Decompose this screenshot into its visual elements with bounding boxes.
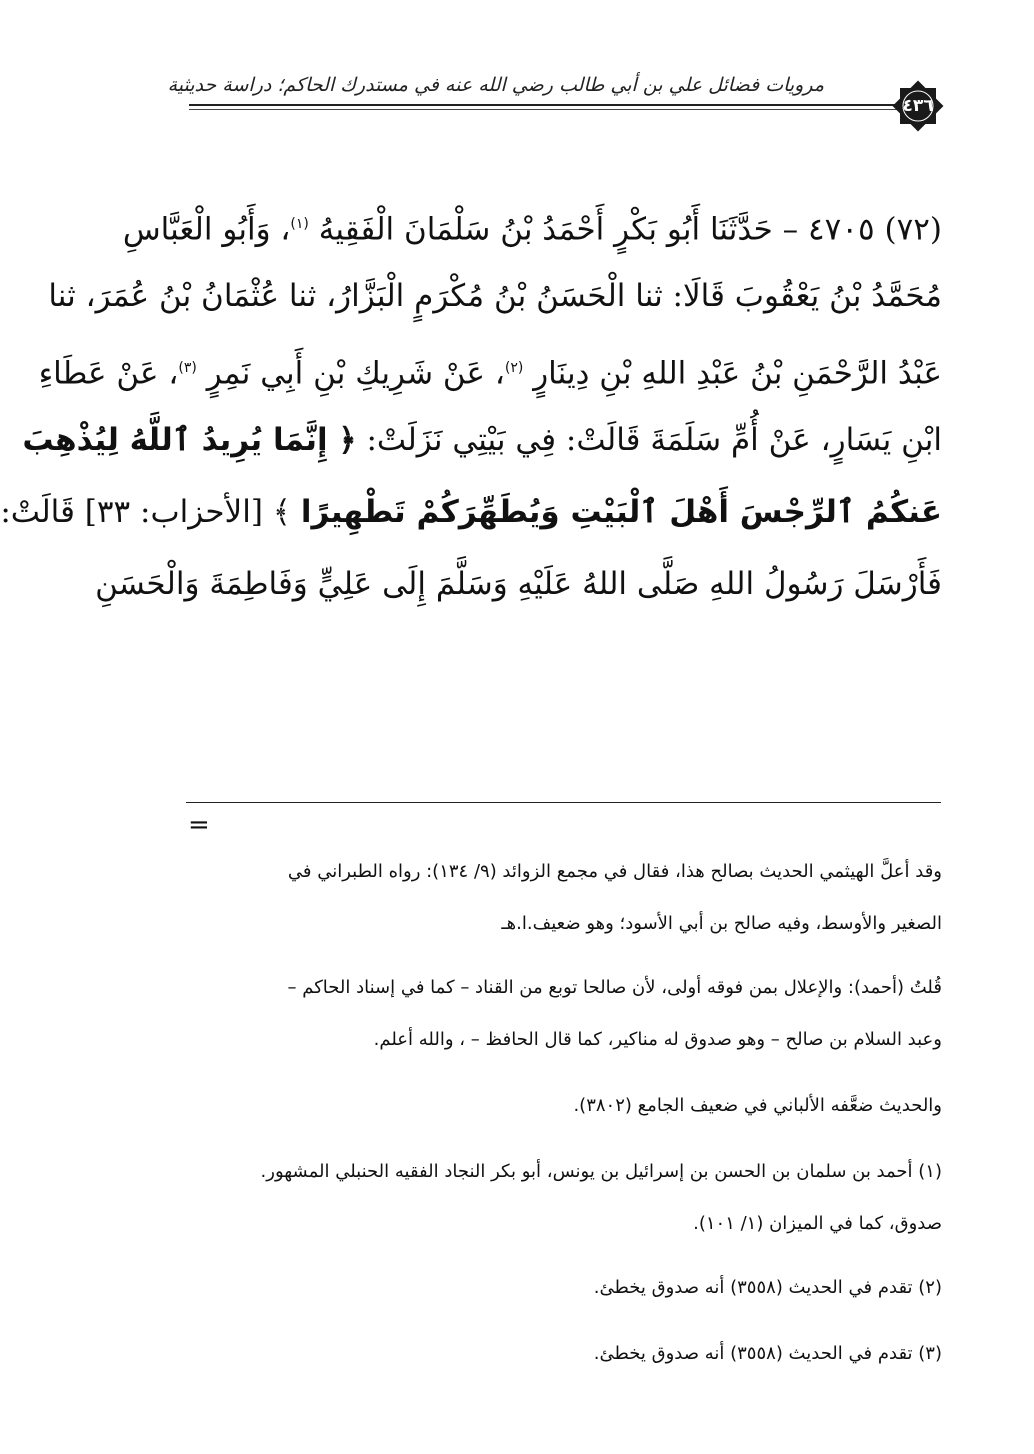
footnote-continuation-mark: = (188, 810, 210, 840)
footnote-continuation-para-1 (186, 846, 942, 950)
footnote-line: الصغير والأوسط، وفيه صالح بن أبي الأسود؛ وهو ضعيف.ا.هـ (501, 913, 942, 934)
header-rule-secondary (189, 109, 904, 110)
footnote-2 (186, 1262, 942, 1314)
quran-verse-end: عَنكُمُ ٱلرِّجْسَ أَهْلَ ٱلْبَيْتِ وَيُطَهِّرَكُمْ تَطْهِيرًا (300, 494, 942, 530)
footnote-separator (186, 802, 941, 803)
hadith-line-3-tail: ، عَنْ عَطَاءِ (38, 355, 179, 392)
hadith-line-6: فَأَرْسَلَ رَسُولُ اللهِ صَلَّى اللهُ عَلَيْهِ وَسَلَّمَ إِلَى عَلِيٍّ وَفَاطِمَةَ وَالْحَسَنِ (95, 566, 942, 602)
footnote-line: (١) أحمد بن سلمان بن الحسن بن إسرائيل بن يونس، أبو بكر النجاد الفقيه الحنبلي المشهور. (260, 1161, 942, 1182)
page-number-badge (890, 78, 946, 134)
running-header (167, 60, 824, 100)
hadith-line-3-mid: ، عَنْ شَرِيكِ بْنِ أَبِي نَمِرٍ (206, 355, 505, 392)
footnote-line: (٢) تقدم في الحديث (٣٥٥٨) أنه صدوق يخطئ. (593, 1277, 942, 1298)
footnotes (186, 846, 942, 1380)
hadith-line-1-tail: ، وَأَبُو الْعَبَّاسِ (122, 211, 291, 248)
footnote-ref-3[interactable]: (٣) (178, 360, 197, 376)
footnote-line: صدوق، كما في الميزان (١/ ١٠١). (693, 1213, 942, 1234)
footnote-1 (186, 1146, 942, 1250)
hadith-line-5 (0, 476, 942, 548)
hadith-line-3-text: عَبْدُ الرَّحْمَنِ بْنُ عَبْدِ اللهِ بْنِ دِينَارٍ (533, 355, 942, 392)
footnote-line: والحديث ضعَّفه الألباني في ضعيف الجامع (٣٨٠٢). (573, 1095, 942, 1116)
hadith-line-4-text: ابْنِ يَسَارٍ، عَنْ أُمِّ سَلَمَةَ قَالَتْ: فِي بَيْتِي نَزَلَتْ: (366, 422, 942, 458)
quran-verse-start: ﴿ إِنَّمَا يُرِيدُ ٱللَّهُ لِيُذْهِبَ (22, 422, 357, 458)
footnote-ref-1[interactable]: (١) (290, 216, 309, 232)
footnote-ref-2[interactable]: (٢) (504, 360, 524, 376)
hadith-line-1-text: (٧٢) ٤٧٠٥ – حَدَّثَنَا أَبُو بَكْرٍ أَحْمَدُ بْنُ سَلْمَانَ الْفَقِيهُ (318, 211, 942, 248)
hadith-text (0, 188, 942, 620)
hadith-line-2: مُحَمَّدُ بْنُ يَعْقُوبَ قَالَا: ثنا الْحَسَنُ بْنُ مُكْرَمٍ الْبَزَّارُ، ثنا عُثْمَانُ بْنُ عُمَرَ، ثنا (48, 278, 942, 314)
footnote-line: وعبد السلام بن صالح – وهو صدوق له مناكير، كما قال الحافظ – ، والله أعلم. (373, 1029, 942, 1050)
hadith-line-3 (38, 332, 942, 404)
footnote-continuation-para-3 (186, 1080, 942, 1132)
footnote-line: وقد أعلَّ الهيثمي الحديث بصالح هذا، فقال في مجمع الزوائد (٩/ ١٣٤): رواه الطبراني في (287, 861, 942, 882)
hadith-line-4 (22, 404, 942, 476)
running-title: مرويات فضائل علي بن أبي طالب رضي الله عنه في مستدرك الحاكم؛ دراسة حديثية (167, 74, 824, 96)
page-number: ٤٣٦ (902, 96, 934, 116)
hadith-line-1 (122, 188, 942, 260)
footnote-line: (٣) تقدم في الحديث (٣٥٥٨) أنه صدوق يخطئ. (593, 1343, 942, 1364)
footnote-3 (186, 1328, 942, 1380)
header-rule (189, 104, 904, 106)
footnote-continuation-para-2 (186, 962, 942, 1066)
footnote-line: قُلتُ (أحمد): والإعلال بمن فوقه أولى، لأن صالحا توبع من القناد – كما في إسناد الحاكم – (287, 977, 942, 998)
hadith-line-5-tail: ﴾ [الأحزاب: ٣٣] قَالَتْ: (0, 494, 291, 530)
